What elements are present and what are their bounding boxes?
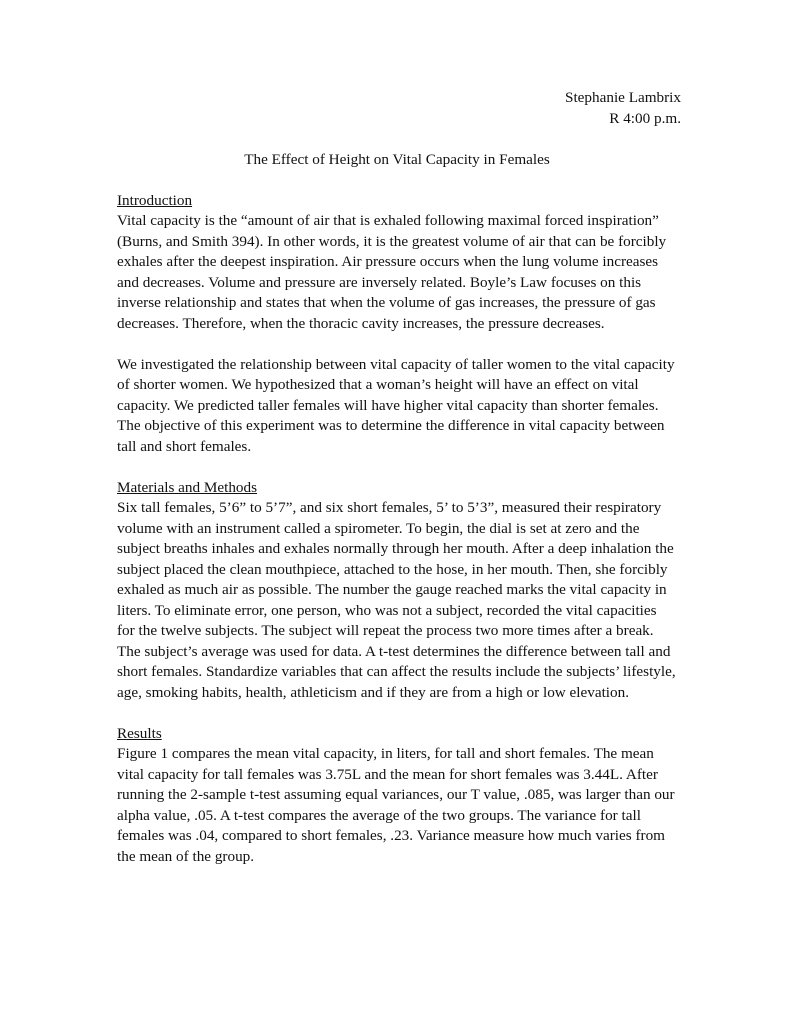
methods-paragraph-1: Six tall females, 5’6” to 5’7”, and six short females, 5’ to 5’3”, measured their respiratory volume with an instrument called a spirometer. To begin, the dial is set at zero and the subject breaths inhales and exhales normally through her mouth. After a deep inhalation the subject placed the clean mouthpiece, attached to the hose, in her mouth. Then, she forcibly exhaled as much air as possible. The number the gauge reached marks the vital capacity in liters. To eliminate error, one person, who was not a subject, recorded the vital capacities for the twelve subjects. The subject will repeat the process two more times after a break. The subject’s average was used for data. A t-test determines the difference between tall and short females. Standardize variables that can affect the results include the subjects’ lifestyle, age, smoking habits, health, athleticism and if they are from a high or low elevation. (117, 499, 676, 701)
introduction-paragraph-2: We investigated the relationship between vital capacity of taller women to the vital capacity of shorter women. We hypothesized that a woman’s height will have an effect on vital capacity. We predicted taller females will have higher vital capacity than shorter females. The objective of this experiment was to determine the difference in vital capacity between tall and short females. (117, 355, 675, 455)
author-header (117, 88, 681, 129)
methods-section (117, 478, 677, 704)
results-paragraph-1: Figure 1 compares the mean vital capacity, in liters, for tall and short females. The mean vital capacity for tall females was 3.75L and the mean for short females was 3.44L. After running the 2-sample t-test assuming equal variances, our T value, .085, was larger than our alpha value, .05. A t-test compares the average of the two groups. The variance for tall females was .04, compared to short females, .23. Variance measure how much varies from the mean of the group. (117, 745, 675, 865)
introduction-heading: Introduction (117, 191, 193, 209)
document-title: The Effect of Height on Vital Capacity in Females (244, 151, 550, 168)
document-page (117, 88, 681, 867)
introduction-paragraph-1: Vital capacity is the “amount of air that is exhaled following maximal forced inspiration” (Burns, and Smith 394). In other words, it is the greatest volume of air that can be forcibly exhales after the deepest inspiration. Air pressure occurs when the lung volume increases and decreases. Volume and pressure are inversely related. Boyle’s Law focuses on this inverse relationship and states that when the volume of gas increases, the pressure of gas decreases. Therefore, when the thoracic cavity increases, the pressure decreases. (117, 212, 667, 332)
class-section: R 4:00 p.m. (609, 109, 681, 127)
introduction-section (117, 191, 677, 458)
author-name: Stephanie Lambrix (565, 89, 681, 106)
results-heading: Results (117, 724, 162, 742)
methods-heading: Materials and Methods (117, 478, 258, 496)
results-section (117, 724, 677, 868)
